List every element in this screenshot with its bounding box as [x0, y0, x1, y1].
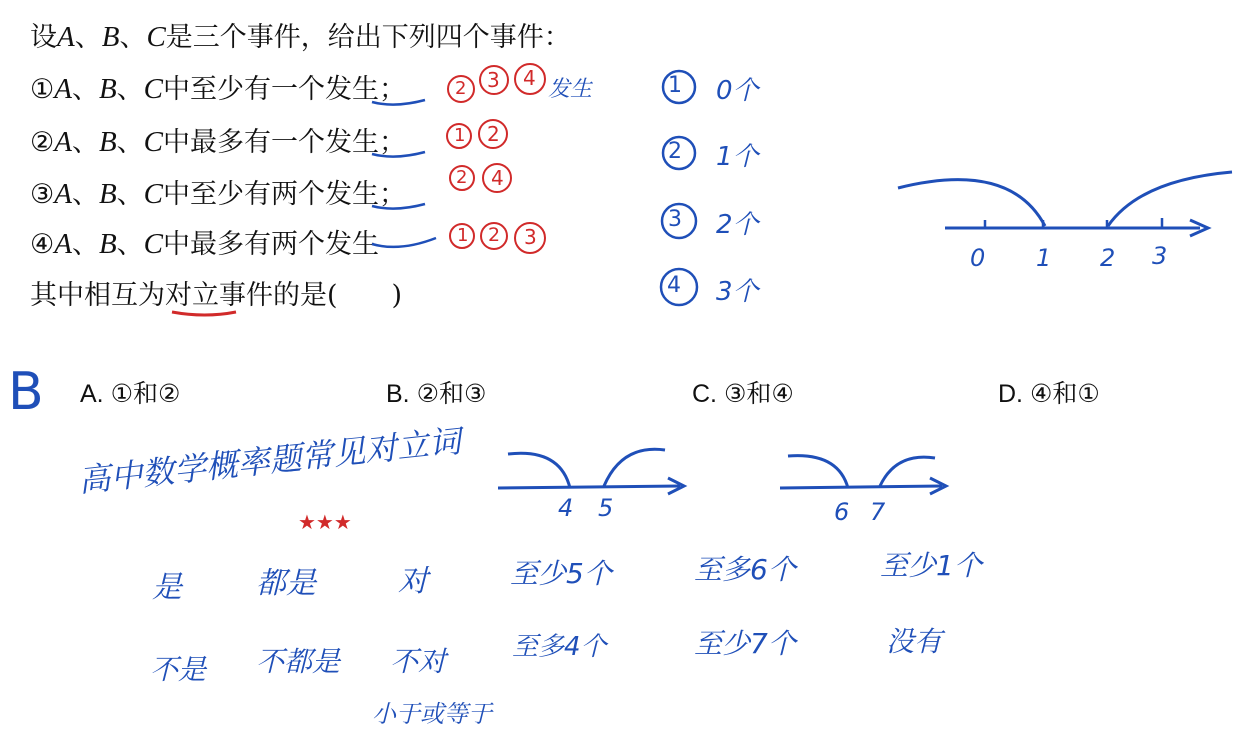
word-pair-bottom: 至多4个	[512, 632, 607, 662]
right-list-mark: 1	[668, 73, 682, 98]
red-num: 1	[454, 125, 466, 146]
question-intro: 设A、B、C是三个事件，给出下列四个事件：	[30, 21, 571, 53]
option-c[interactable]: C. ③和④	[692, 380, 794, 408]
word-pair-bottom: 不对	[390, 645, 447, 678]
question-item-1: ①A、B、C中至少有一个发生；	[30, 73, 406, 105]
handwritten-answer: B	[8, 362, 44, 422]
numberline-label: 7	[870, 498, 886, 526]
numberline-label: 3	[1152, 242, 1168, 270]
option-d[interactable]: D. ④和①	[998, 380, 1100, 408]
right-list-mark: 2	[668, 139, 682, 164]
word-pair-bottom: 不都是	[256, 645, 341, 678]
numberline-label: 6	[834, 498, 850, 526]
right-list-text: 2个	[716, 210, 759, 240]
underline-row1	[372, 100, 425, 105]
numberline-top	[898, 172, 1232, 236]
underline-duili	[172, 312, 236, 315]
red-num: 2	[488, 224, 501, 246]
word-pair-bottom: 没有	[886, 625, 943, 658]
right-list-text: 0个	[716, 76, 759, 106]
numberline-label: 1	[1036, 244, 1052, 272]
word-pair-top: 至少5个	[510, 557, 612, 590]
numberline-label: 5	[598, 494, 614, 522]
right-list-mark: 4	[667, 273, 681, 298]
handwritten-title-note: 高中数学概率题常见对立词	[76, 421, 463, 500]
question-item-2: ②A、B、C中最多有一个发生；	[30, 126, 406, 158]
word-pair-bottom: 至少7个	[694, 627, 796, 660]
question-item-4: ④A、B、C中最多有两个发生	[30, 228, 379, 260]
word-pair-top: 都是	[256, 566, 316, 601]
numberline-mid-1	[498, 449, 684, 494]
red-stars: ★★★	[298, 510, 352, 534]
option-b[interactable]: B. ②和③	[386, 380, 487, 408]
right-list-text: 1个	[716, 142, 759, 172]
numberline-label: 4	[558, 494, 574, 522]
word-pair-top: 至少1个	[880, 549, 982, 582]
red-num: 4	[491, 166, 504, 190]
word-pair-extra: 小于或等于	[372, 700, 492, 728]
question-item-3: ③A、B、C中至少有两个发生；	[30, 178, 406, 210]
word-pair-top: 是	[152, 570, 182, 605]
word-pair-top: 对	[398, 564, 428, 599]
word-pair-bottom: 不是	[150, 653, 207, 686]
underline-row4	[372, 238, 436, 247]
numberline-label: 0	[970, 244, 986, 272]
red-num: 1	[457, 225, 469, 246]
handwritten-note-fasheng: 发生	[548, 77, 593, 102]
question-prompt: 其中相互为对立事件的是( )	[30, 280, 403, 311]
red-num: 3	[524, 225, 537, 249]
red-num: 2	[455, 78, 467, 99]
numberline-mid-2	[780, 456, 946, 494]
red-num: 3	[487, 68, 500, 92]
underline-row3	[372, 204, 425, 209]
right-list-text: 3个	[716, 277, 759, 307]
red-num: 4	[523, 66, 536, 90]
right-list-mark: 3	[668, 207, 682, 232]
red-num: 2	[456, 167, 468, 188]
red-num: 2	[487, 122, 500, 146]
word-pair-top: 至多6个	[694, 553, 796, 586]
option-a[interactable]: A. ①和②	[80, 380, 181, 408]
underline-row2	[372, 152, 425, 157]
numberline-label: 2	[1100, 244, 1116, 272]
